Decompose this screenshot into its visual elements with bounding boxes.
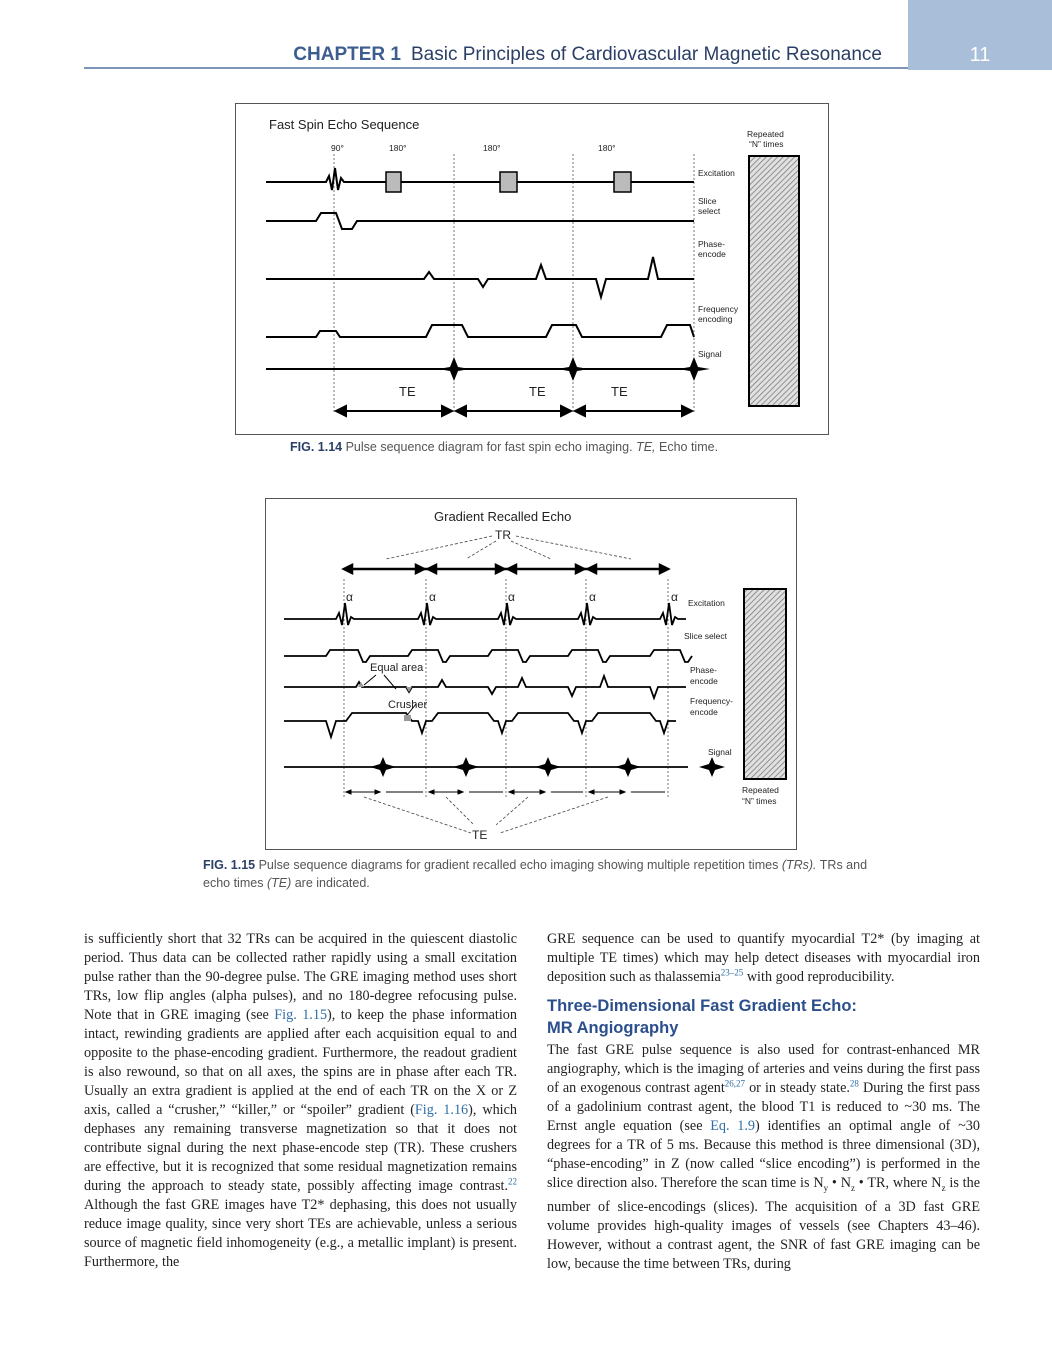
fig15-row-frequency: Frequency- xyxy=(690,696,733,706)
fig14-row-excitation: Excitation xyxy=(698,168,735,178)
fig14-repeat-block xyxy=(749,156,799,406)
fig15-repeated-1: Repeated xyxy=(742,785,779,795)
citation-23-25[interactable]: 23–25 xyxy=(720,967,744,978)
left-paragraph xyxy=(84,930,517,1272)
fig15-caption-text1: Pulse sequence diagrams for gradient recalled echo imaging showing multiple repetition times xyxy=(258,858,779,872)
right-text-2: The fast GRE pulse sequence is also used for contrast-enhanced MR angiography, which is the imaging of arteries and veins during the first pass of an exogenous contrast agent xyxy=(547,1042,980,1096)
right-column xyxy=(547,930,980,1274)
header-rule xyxy=(84,67,908,69)
fig14-row-encoding: encoding xyxy=(698,314,733,324)
fig14-row-encode: encode xyxy=(698,249,726,259)
right-text-2e: • N xyxy=(828,1175,851,1191)
right-paragraph-2 xyxy=(547,1041,980,1274)
fig15-caption-abbr2: (TE) xyxy=(266,876,292,890)
fig14-te-2: TE xyxy=(529,384,546,399)
fig14-row-slice: Slice xyxy=(698,196,717,206)
fig15-alpha-4: α xyxy=(589,590,596,604)
right-text-2f: • TR, where N xyxy=(854,1175,942,1191)
figure-1-15 xyxy=(265,498,797,850)
fig14-pulse-label-180b: 180° xyxy=(483,143,501,153)
chapter-title: Basic Principles of Cardiovascular Magnetic Resonance xyxy=(410,44,882,65)
fig15-row-encode: encode xyxy=(690,676,718,686)
fig15-alpha-5: α xyxy=(671,590,678,604)
left-text-3: ), which dephases any remaining transverse magnetization so that it does not contribute signal during the next phase-encode step (TR). These crushers are effective, but it is recognized that some residual magnetization remains during the approach to steady state, possibly affecting image contrast. xyxy=(84,1102,517,1194)
fig15-repeat-block xyxy=(744,589,786,779)
fig14-pulse-label-180c: 180° xyxy=(598,143,616,153)
sub-y: y xyxy=(823,1182,829,1193)
fig15-row-fencode: encode xyxy=(690,707,718,717)
sub-z2: z xyxy=(941,1182,946,1193)
fig14-te-1: TE xyxy=(399,384,416,399)
fig15-equal-area: Equal area xyxy=(370,662,424,674)
chapter-label: CHAPTER 1 xyxy=(293,44,401,65)
fig14-caption-label: FIG. 1.14 xyxy=(290,440,343,454)
right-text-2b: or in steady state. xyxy=(745,1080,850,1096)
fig14-repeated-2: “N” times xyxy=(749,139,784,149)
right-text-1: GRE sequence can be used to quantify myocardial T2* (by imaging at multiple TE times) which may help detect diseases with myocardial iron deposition such as thalassemia xyxy=(547,931,980,985)
running-header xyxy=(0,44,882,66)
fig-1-15-link[interactable]: Fig. 1.15 xyxy=(274,1007,328,1023)
right-text-2d: ) identifies an optimal angle of ~30 degrees for a TR of 5 ms. Because this method is three dimensional (3D), “phase-encoding” in Z (now called “slice encoding”) is performed in the slice direction also. Therefore the scan time is N xyxy=(547,1118,980,1191)
section-heading xyxy=(547,995,980,1039)
fig15-caption-text2: TRs and echo times xyxy=(203,858,868,890)
fig15-row-excitation: Excitation xyxy=(688,598,725,608)
fig15-title: Gradient Recalled Echo xyxy=(434,509,572,524)
page-number: 11 xyxy=(969,44,991,66)
citation-28[interactable]: 28 xyxy=(849,1078,859,1089)
section-heading-line2: MR Angiography xyxy=(547,1019,679,1037)
fig15-alpha-2: α xyxy=(429,590,436,604)
fig14-row-select: select xyxy=(698,206,721,216)
left-column xyxy=(84,930,517,1272)
fig14-repeated-1: Repeated xyxy=(747,129,784,139)
fig-1-16-link[interactable]: Fig. 1.16 xyxy=(414,1102,469,1118)
right-text-1b: with good reproducibility. xyxy=(743,969,895,985)
fig14-caption-tail: Echo time. xyxy=(659,440,719,454)
left-text-2: ), to keep the phase information intact, rewinding gradients are applied after each acquisition equal to and opposite to the phase-encoding gradient. Furthermore, the readout gradient is also rewound, so that on all axes, the spins are in phase after each TR. Usually an extra gradient is applied at the end of each TR on the X or Z axis, called a “crusher,” “killer,” or “spoiler” gradient ( xyxy=(84,1007,517,1118)
fig15-tr-label: TR xyxy=(495,528,511,542)
eq-1-9-link[interactable]: Eq. 1.9 xyxy=(710,1118,756,1134)
fig15-row-slice: Slice select xyxy=(684,631,727,641)
fig14-te-3: TE xyxy=(611,384,628,399)
fig15-crusher: Crusher xyxy=(388,699,428,711)
figure-1-14 xyxy=(235,103,829,435)
page-number-box xyxy=(908,0,1052,70)
citation-22[interactable]: 22 xyxy=(508,1176,517,1187)
fig14-title: Fast Spin Echo Sequence xyxy=(269,117,420,132)
fast-spin-echo-diagram xyxy=(236,104,828,434)
fig15-row-phase: Phase- xyxy=(690,665,717,675)
figure-1-15-caption xyxy=(203,856,873,892)
left-text-1: is sufficiently short that 32 TRs can be acquired in the quiescent diastolic period. Thus data can be collected rather rapidly using a small excitation pulse rather than the 90-degree pulse. The GRE imaging method uses short TRs, low flip angles (alpha pulses), and no 180-degree refocusing pulse. Note that in GRE imaging (see xyxy=(84,931,517,1023)
figure-1-14-caption xyxy=(290,438,850,456)
fig14-caption-abbr: TE, xyxy=(636,440,656,454)
fig15-caption-label: FIG. 1.15 xyxy=(203,858,256,872)
citation-26-27[interactable]: 26,27 xyxy=(724,1078,746,1089)
fig14-row-signal: Signal xyxy=(698,349,722,359)
fig15-caption-text3: are indicated. xyxy=(294,876,370,890)
section-heading-line1: Three-Dimensional Fast Gradient Echo: xyxy=(547,997,857,1015)
fig14-pulse-label-180a: 180° xyxy=(389,143,407,153)
sub-z: z xyxy=(850,1182,855,1193)
fig14-row-phase: Phase- xyxy=(698,239,725,249)
fig15-te-label: TE xyxy=(472,828,488,842)
fig14-caption-text: Pulse sequence diagram for fast spin echo imaging. xyxy=(345,440,633,454)
fig15-alpha-3: α xyxy=(508,590,515,604)
gradient-echo-diagram xyxy=(266,499,796,849)
right-text-2c: During the first pass of a gadolinium contrast agent, the blood T1 is reduced to ~30 ms. The Ernst angle equation (see xyxy=(547,1080,980,1134)
fig14-row-frequency: Frequency xyxy=(698,304,739,314)
left-text-4: Although the fast GRE images have T2* dephasing, this does not usually reduce image quality, since very short TEs are achievable, unless a serious source of magnetic field inhomogeneity (e.g., a metallic implant) is present. Furthermore, the xyxy=(84,1197,517,1270)
fig15-row-signal: Signal xyxy=(708,747,732,757)
right-text-2g: is the number of slice-encodings (slices). The acquisition of a 3D fast GRE volume provides high-quality images of vessels (see Chapters 43–46). However, without a contrast agent, the SNR of fast GRE imaging can be low, because the time between TRs, during xyxy=(547,1175,981,1272)
fig14-pulse-label-90: 90° xyxy=(331,143,344,153)
fig15-repeated-2: “N” times xyxy=(742,796,777,806)
right-paragraph-1 xyxy=(547,930,980,987)
fig15-alpha-1: α xyxy=(346,590,353,604)
fig15-caption-abbr1: (TRs). xyxy=(781,858,817,872)
